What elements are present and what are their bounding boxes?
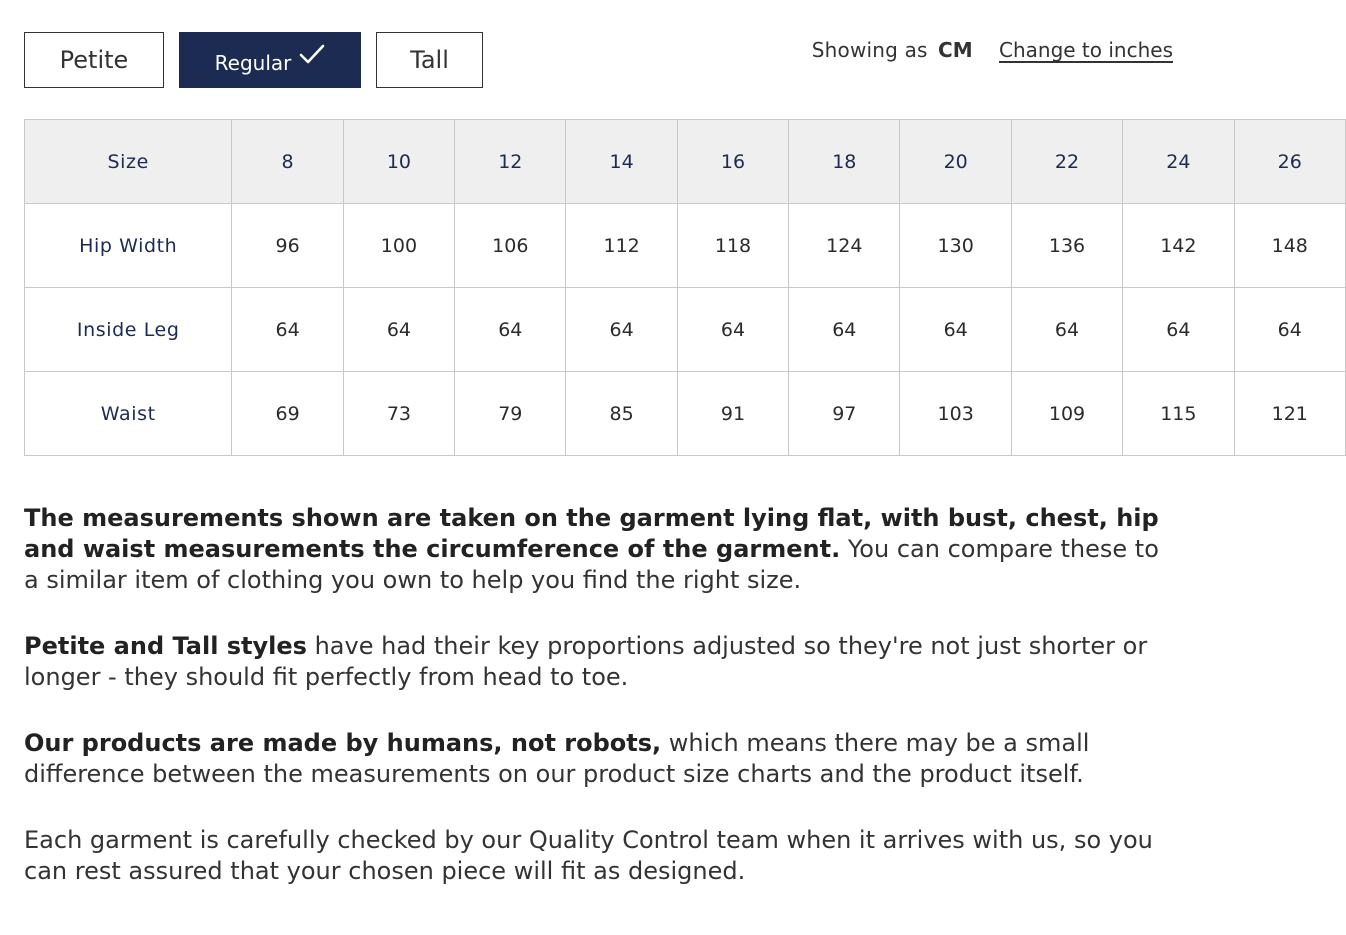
table-cell: 91 [677,372,788,456]
table-cell: 69 [232,372,343,456]
size-info-text [24,503,1174,922]
table-cell: 97 [789,372,900,456]
table-cell: 64 [232,288,343,372]
info-text: Each garment is carefully checked by our Quality Control team when it arrives with us, so you can rest assured that your chosen piece will fit as designed. [24,826,1153,885]
row-label-waist: Waist [25,372,232,456]
table-cell: 73 [343,372,454,456]
column-header-size: Size [25,120,232,204]
info-bold-text: Petite and Tall styles [24,632,307,660]
table-cell: 100 [343,204,454,288]
change-units-link[interactable]: Change to inches [999,38,1173,62]
size-header-cell: 16 [677,120,788,204]
table-cell: 118 [677,204,788,288]
size-header-cell: 14 [566,120,677,204]
unit-toggle [812,38,1173,62]
table-row [25,288,1346,372]
info-paragraph-petite-tall [24,631,1174,693]
table-cell: 64 [789,288,900,372]
size-table-container[interactable] [24,119,1308,459]
table-cell: 64 [1234,288,1345,372]
info-bold-text: Our products are made by humans, not robots, [24,729,662,757]
size-header-cell: 24 [1123,120,1234,204]
current-unit: CM [938,38,973,62]
info-paragraph-quality-control [24,825,1174,887]
unit-prefix: Showing as [811,38,928,62]
table-cell: 64 [1123,288,1234,372]
row-label-inside-leg: Inside Leg [25,288,232,372]
info-bold-text: The measurements shown are taken on the garment lying flat, with bust, chest, hip and waist measurements the circumference of the garment. [24,504,1159,563]
info-text: You can compare these to a similar item of clothing you own to help you find the right size. [24,535,1159,594]
fit-tab-regular[interactable] [179,32,361,88]
table-cell: 96 [232,204,343,288]
table-cell: 64 [677,288,788,372]
info-text: which means there may be a small difference between the measurements on our product size charts and the product itself. [24,729,1090,788]
table-header-row [25,120,1346,204]
size-header-cell: 22 [1011,120,1122,204]
table-cell: 106 [455,204,566,288]
check-icon [299,43,325,67]
table-row [25,204,1346,288]
fit-tab-label: Regular [214,51,292,75]
size-header-cell: 10 [343,120,454,204]
info-paragraph-handmade [24,728,1174,790]
table-cell: 148 [1234,204,1345,288]
table-row [25,372,1346,456]
fit-tab-label: Petite [59,46,129,74]
size-header-cell: 8 [232,120,343,204]
fit-tab-tall[interactable] [376,32,483,88]
table-cell: 142 [1123,204,1234,288]
table-cell: 115 [1123,372,1234,456]
row-label-hip-width: Hip Width [25,204,232,288]
table-cell: 121 [1234,372,1345,456]
table-cell: 64 [900,288,1011,372]
table-cell: 85 [566,372,677,456]
info-paragraph-measurements [24,503,1174,596]
table-cell: 64 [455,288,566,372]
size-header-cell: 18 [789,120,900,204]
size-table [24,119,1346,456]
size-header-cell: 26 [1234,120,1345,204]
table-cell: 103 [900,372,1011,456]
table-cell: 64 [566,288,677,372]
info-text: have had their key proportions adjusted so they're not just shorter or longer - they should fit perfectly from head to toe. [24,632,1148,691]
table-cell: 136 [1011,204,1122,288]
table-cell: 124 [789,204,900,288]
table-cell: 109 [1011,372,1122,456]
fit-tab-petite[interactable] [24,32,164,88]
table-cell: 64 [343,288,454,372]
table-cell: 112 [566,204,677,288]
table-cell: 130 [900,204,1011,288]
table-cell: 64 [1011,288,1122,372]
fit-tab-label: Tall [410,46,449,74]
size-header-cell: 20 [900,120,1011,204]
table-cell: 79 [455,372,566,456]
size-header-cell: 12 [455,120,566,204]
